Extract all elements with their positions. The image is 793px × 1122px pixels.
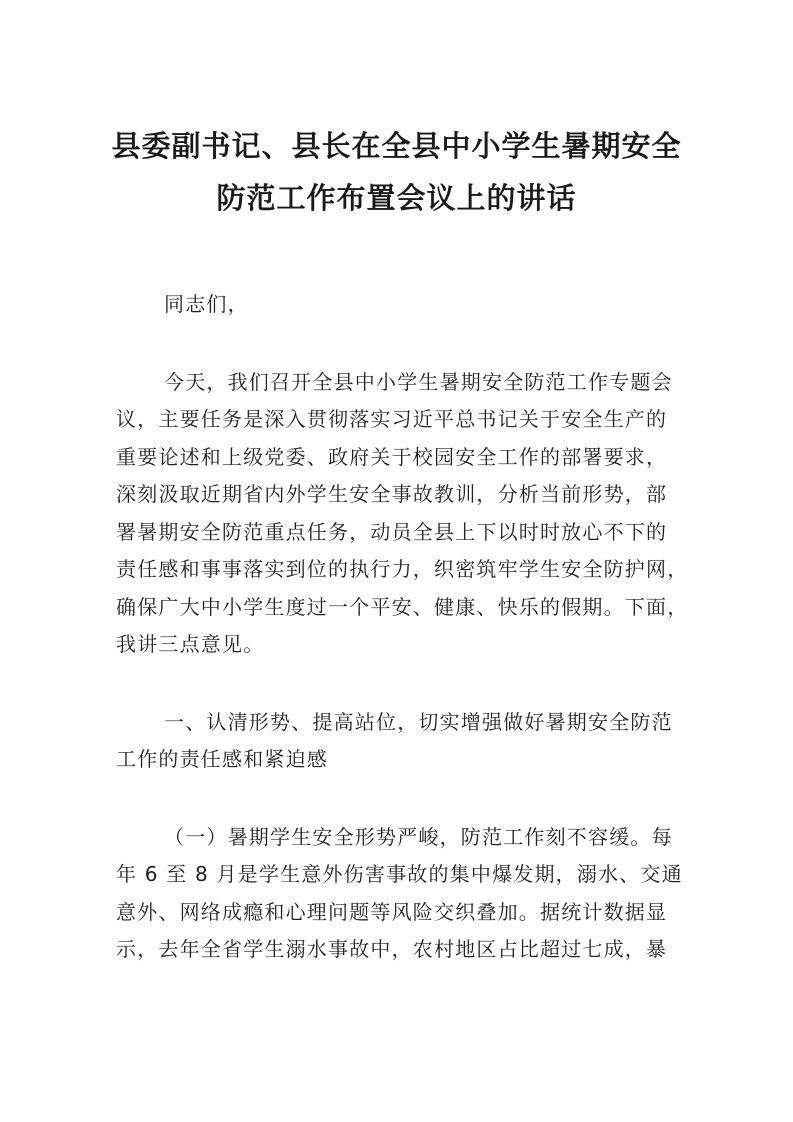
text-line: 意外、网络成瘾和心理问题等风险交织叠加。据统计数据显 xyxy=(116,899,668,924)
text-line: 署暑期安全防范重点任务，动员全县上下以时时放心不下的 xyxy=(116,519,668,544)
text-line: 责任感和事事落实到位的执行力，织密筑牢学生安全防护网， xyxy=(116,557,689,581)
title-line-1: 县委副书记、县长在全县中小学生暑期安全 xyxy=(111,129,682,163)
document-body xyxy=(116,286,689,1009)
title-line-2: 防范工作布置会议上的讲话 xyxy=(216,181,577,215)
text-line: 深刻汲取近期省内外学生安全事故教训，分析当前形势，部 xyxy=(116,482,668,506)
text-line: 一、认清形势、提高站位，切实增强做好暑期安全防范 xyxy=(164,709,673,734)
paragraph-subsection-1 xyxy=(116,819,683,969)
text-line: 议，主要任务是深入贯彻落实习近平总书记关于安全生产的 xyxy=(116,407,668,431)
document-title xyxy=(100,120,693,224)
text-line: 重要论述和上级党委、政府关于校园安全工作的部署要求， xyxy=(116,444,668,469)
text-line: 今天，我们召开全县中小学生暑期安全防范工作专题会 xyxy=(164,369,673,394)
text-line: 工作的责任感和紧迫感 xyxy=(116,747,328,771)
paragraph-intro xyxy=(116,364,689,664)
text-line: （一）暑期学生安全形势严峻，防范工作刻不容缓。每 xyxy=(164,824,673,849)
text-line: 年 6 至 8 月是学生意外伤害事故的集中爆发期，溺水、交通 xyxy=(116,862,683,886)
text-line: 同志们， xyxy=(164,292,249,316)
section-heading-1 xyxy=(116,704,676,779)
text-line: 示，去年全省学生溺水事故中，农村地区占比超过七成，暴 xyxy=(116,937,668,961)
text-line: 确保广大中小学生度过一个平安、健康、快乐的假期。下面， xyxy=(116,594,689,619)
text-line: 我讲三点意见。 xyxy=(116,632,265,656)
paragraph-salutation xyxy=(116,286,676,324)
